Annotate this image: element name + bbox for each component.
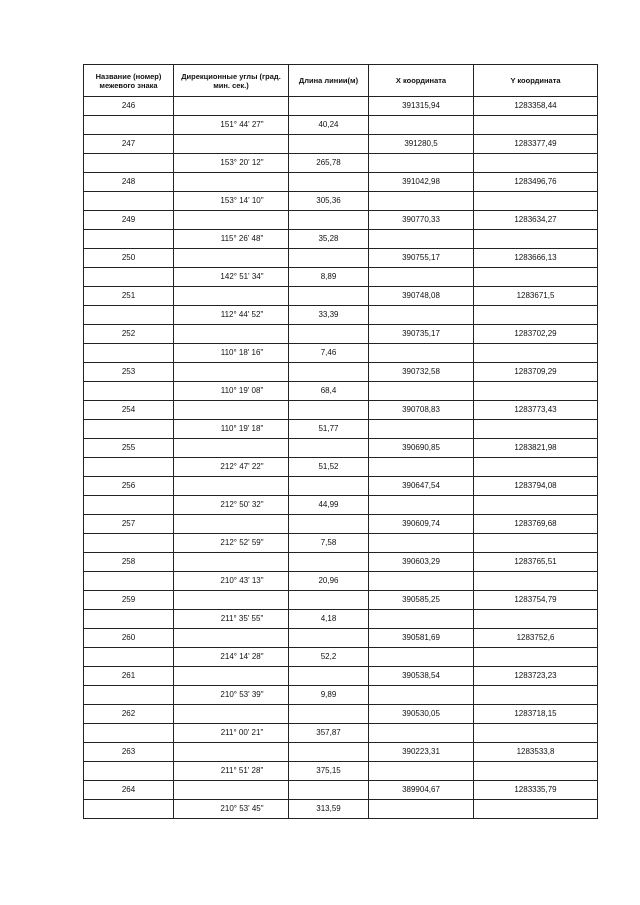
cell-line-length: [289, 287, 369, 306]
cell-mark-name: [84, 382, 174, 401]
table-header: [84, 65, 598, 97]
table-row-point: [84, 363, 598, 382]
cell-y-coordinate: 1283723,23: [474, 667, 598, 686]
table-row-segment: [84, 610, 598, 629]
cell-mark-name: [84, 230, 174, 249]
cell-direction-angle: 153° 14' 10": [174, 192, 289, 211]
cell-mark-name: [84, 724, 174, 743]
cell-x-coordinate: 390581,69: [369, 629, 474, 648]
cell-x-coordinate: [369, 192, 474, 211]
cell-direction-angle: 210° 43' 13": [174, 572, 289, 591]
cell-direction-angle: 151° 44' 27": [174, 116, 289, 135]
cell-mark-name: 247: [84, 135, 174, 154]
cell-x-coordinate: [369, 458, 474, 477]
cell-x-coordinate: 390755,17: [369, 249, 474, 268]
cell-y-coordinate: [474, 154, 598, 173]
table-body: [84, 97, 598, 819]
cell-direction-angle: [174, 97, 289, 116]
cell-line-length: 51,77: [289, 420, 369, 439]
cell-mark-name: 248: [84, 173, 174, 192]
cell-mark-name: 253: [84, 363, 174, 382]
cell-y-coordinate: [474, 686, 598, 705]
cell-line-length: [289, 173, 369, 192]
cell-line-length: 20,96: [289, 572, 369, 591]
cell-x-coordinate: [369, 230, 474, 249]
table-row-segment: [84, 116, 598, 135]
cell-mark-name: 250: [84, 249, 174, 268]
cell-direction-angle: [174, 705, 289, 724]
cell-mark-name: 264: [84, 781, 174, 800]
table-row-point: [84, 591, 598, 610]
table-row-point: [84, 173, 598, 192]
cell-y-coordinate: [474, 344, 598, 363]
cell-y-coordinate: [474, 306, 598, 325]
cell-y-coordinate: 1283377,49: [474, 135, 598, 154]
cell-y-coordinate: 1283335,79: [474, 781, 598, 800]
cell-x-coordinate: 390748,08: [369, 287, 474, 306]
table-row-point: [84, 325, 598, 344]
cell-line-length: 4,18: [289, 610, 369, 629]
cell-mark-name: [84, 192, 174, 211]
cell-x-coordinate: [369, 534, 474, 553]
cell-y-coordinate: 1283634,27: [474, 211, 598, 230]
cell-line-length: [289, 477, 369, 496]
cell-x-coordinate: 390585,25: [369, 591, 474, 610]
cell-x-coordinate: [369, 268, 474, 287]
cell-direction-angle: [174, 781, 289, 800]
cell-y-coordinate: 1283496,76: [474, 173, 598, 192]
cell-y-coordinate: 1283794,08: [474, 477, 598, 496]
cell-direction-angle: 211° 00' 21": [174, 724, 289, 743]
cell-line-length: 51,52: [289, 458, 369, 477]
cell-line-length: [289, 667, 369, 686]
cell-line-length: 305,36: [289, 192, 369, 211]
cell-mark-name: 255: [84, 439, 174, 458]
cell-line-length: 313,59: [289, 800, 369, 819]
cell-mark-name: [84, 534, 174, 553]
table-row-point: [84, 743, 598, 762]
cell-line-length: 40,24: [289, 116, 369, 135]
cell-line-length: [289, 363, 369, 382]
cell-y-coordinate: [474, 534, 598, 553]
table-row-segment: [84, 192, 598, 211]
cell-mark-name: 261: [84, 667, 174, 686]
cell-mark-name: 252: [84, 325, 174, 344]
table-row-point: [84, 97, 598, 116]
table-row-point: [84, 553, 598, 572]
cell-line-length: [289, 97, 369, 116]
table-row-segment: [84, 230, 598, 249]
cell-x-coordinate: [369, 800, 474, 819]
cell-direction-angle: 210° 53' 45": [174, 800, 289, 819]
cell-direction-angle: [174, 135, 289, 154]
cell-line-length: 357,87: [289, 724, 369, 743]
table-row-segment: [84, 686, 598, 705]
cell-mark-name: 251: [84, 287, 174, 306]
cell-direction-angle: 211° 51' 28": [174, 762, 289, 781]
cell-direction-angle: 210° 53' 39": [174, 686, 289, 705]
cell-line-length: 375,15: [289, 762, 369, 781]
cell-direction-angle: 212° 50' 32": [174, 496, 289, 515]
cell-x-coordinate: 390223,31: [369, 743, 474, 762]
boundary-coordinates-table: [83, 64, 598, 819]
cell-direction-angle: 214° 14' 28": [174, 648, 289, 667]
header-length: Длина линии(м): [289, 65, 369, 97]
cell-x-coordinate: 390538,54: [369, 667, 474, 686]
header-y: Y координата: [474, 65, 598, 97]
cell-line-length: 265,78: [289, 154, 369, 173]
cell-line-length: 7,46: [289, 344, 369, 363]
cell-line-length: 9,89: [289, 686, 369, 705]
cell-direction-angle: 115° 26' 48": [174, 230, 289, 249]
cell-mark-name: 256: [84, 477, 174, 496]
cell-x-coordinate: [369, 344, 474, 363]
table-row-point: [84, 249, 598, 268]
cell-direction-angle: [174, 667, 289, 686]
cell-y-coordinate: [474, 724, 598, 743]
table-row-segment: [84, 306, 598, 325]
cell-direction-angle: [174, 325, 289, 344]
header-x: X координата: [369, 65, 474, 97]
cell-direction-angle: [174, 743, 289, 762]
cell-y-coordinate: 1283533,8: [474, 743, 598, 762]
cell-direction-angle: [174, 287, 289, 306]
cell-line-length: 68,4: [289, 382, 369, 401]
cell-direction-angle: 112° 44' 52": [174, 306, 289, 325]
cell-mark-name: 257: [84, 515, 174, 534]
cell-mark-name: [84, 420, 174, 439]
cell-y-coordinate: 1283752,6: [474, 629, 598, 648]
table-row-segment: [84, 344, 598, 363]
cell-line-length: [289, 249, 369, 268]
table-row-point: [84, 705, 598, 724]
table-row-point: [84, 401, 598, 420]
cell-direction-angle: [174, 629, 289, 648]
cell-line-length: [289, 439, 369, 458]
cell-y-coordinate: [474, 268, 598, 287]
cell-x-coordinate: 390735,17: [369, 325, 474, 344]
cell-x-coordinate: [369, 306, 474, 325]
cell-x-coordinate: 390647,54: [369, 477, 474, 496]
table-row-segment: [84, 648, 598, 667]
cell-y-coordinate: [474, 648, 598, 667]
cell-y-coordinate: [474, 192, 598, 211]
cell-x-coordinate: 391042,98: [369, 173, 474, 192]
table-row-segment: [84, 572, 598, 591]
cell-y-coordinate: [474, 800, 598, 819]
table-row-point: [84, 439, 598, 458]
cell-line-length: [289, 401, 369, 420]
table-row-segment: [84, 268, 598, 287]
cell-y-coordinate: [474, 496, 598, 515]
header-row: [84, 65, 598, 97]
table-row-segment: [84, 154, 598, 173]
cell-direction-angle: [174, 211, 289, 230]
cell-x-coordinate: 390603,29: [369, 553, 474, 572]
table-row-segment: [84, 724, 598, 743]
cell-line-length: [289, 325, 369, 344]
cell-y-coordinate: 1283718,15: [474, 705, 598, 724]
cell-direction-angle: 142° 51' 34": [174, 268, 289, 287]
cell-line-length: 7,58: [289, 534, 369, 553]
cell-line-length: 33,39: [289, 306, 369, 325]
cell-x-coordinate: [369, 382, 474, 401]
cell-direction-angle: 153° 20' 12": [174, 154, 289, 173]
cell-y-coordinate: [474, 762, 598, 781]
cell-y-coordinate: [474, 458, 598, 477]
cell-mark-name: [84, 762, 174, 781]
cell-line-length: [289, 553, 369, 572]
cell-line-length: [289, 781, 369, 800]
cell-y-coordinate: 1283773,43: [474, 401, 598, 420]
cell-direction-angle: [174, 553, 289, 572]
table-row-segment: [84, 420, 598, 439]
cell-mark-name: [84, 154, 174, 173]
cell-direction-angle: [174, 591, 289, 610]
cell-y-coordinate: 1283754,79: [474, 591, 598, 610]
cell-y-coordinate: [474, 420, 598, 439]
cell-mark-name: [84, 268, 174, 287]
cell-x-coordinate: 390770,33: [369, 211, 474, 230]
cell-direction-angle: 212° 52' 59": [174, 534, 289, 553]
table-row-segment: [84, 496, 598, 515]
cell-y-coordinate: [474, 610, 598, 629]
cell-x-coordinate: [369, 116, 474, 135]
cell-y-coordinate: 1283666,13: [474, 249, 598, 268]
cell-direction-angle: 110° 19' 18": [174, 420, 289, 439]
cell-x-coordinate: [369, 724, 474, 743]
table-row-segment: [84, 800, 598, 819]
table-row-point: [84, 667, 598, 686]
cell-mark-name: [84, 648, 174, 667]
cell-mark-name: [84, 344, 174, 363]
cell-direction-angle: 211° 35' 55": [174, 610, 289, 629]
cell-x-coordinate: [369, 686, 474, 705]
cell-mark-name: [84, 610, 174, 629]
cell-line-length: [289, 705, 369, 724]
cell-line-length: [289, 135, 369, 154]
cell-y-coordinate: [474, 230, 598, 249]
table-row-point: [84, 287, 598, 306]
cell-y-coordinate: 1283821,98: [474, 439, 598, 458]
cell-x-coordinate: 390732,58: [369, 363, 474, 382]
table-row-point: [84, 135, 598, 154]
cell-mark-name: [84, 306, 174, 325]
table-row-segment: [84, 534, 598, 553]
cell-x-coordinate: [369, 610, 474, 629]
cell-x-coordinate: [369, 572, 474, 591]
table-row-point: [84, 781, 598, 800]
table-row-point: [84, 629, 598, 648]
cell-y-coordinate: [474, 116, 598, 135]
cell-line-length: [289, 629, 369, 648]
cell-line-length: 35,28: [289, 230, 369, 249]
cell-y-coordinate: 1283709,29: [474, 363, 598, 382]
cell-direction-angle: [174, 249, 289, 268]
cell-mark-name: 263: [84, 743, 174, 762]
cell-mark-name: [84, 458, 174, 477]
cell-x-coordinate: 390708,83: [369, 401, 474, 420]
cell-direction-angle: [174, 477, 289, 496]
cell-x-coordinate: [369, 154, 474, 173]
cell-y-coordinate: 1283358,44: [474, 97, 598, 116]
table-row-segment: [84, 762, 598, 781]
cell-line-length: 44,99: [289, 496, 369, 515]
cell-direction-angle: 212° 47' 22": [174, 458, 289, 477]
table-row-point: [84, 211, 598, 230]
cell-x-coordinate: 390690,85: [369, 439, 474, 458]
cell-y-coordinate: 1283702,29: [474, 325, 598, 344]
cell-x-coordinate: 390609,74: [369, 515, 474, 534]
cell-mark-name: [84, 686, 174, 705]
cell-mark-name: 254: [84, 401, 174, 420]
cell-direction-angle: [174, 439, 289, 458]
cell-mark-name: 260: [84, 629, 174, 648]
cell-x-coordinate: [369, 648, 474, 667]
header-name: Название (номер) межевого знака: [84, 65, 174, 97]
cell-x-coordinate: 390530,05: [369, 705, 474, 724]
cell-x-coordinate: 391315,94: [369, 97, 474, 116]
cell-line-length: [289, 743, 369, 762]
cell-line-length: [289, 591, 369, 610]
cell-direction-angle: 110° 19' 08": [174, 382, 289, 401]
cell-y-coordinate: [474, 572, 598, 591]
cell-line-length: [289, 211, 369, 230]
cell-mark-name: [84, 496, 174, 515]
cell-direction-angle: [174, 515, 289, 534]
cell-y-coordinate: 1283769,68: [474, 515, 598, 534]
cell-mark-name: 262: [84, 705, 174, 724]
cell-mark-name: [84, 116, 174, 135]
cell-direction-angle: [174, 173, 289, 192]
cell-mark-name: [84, 572, 174, 591]
cell-mark-name: 258: [84, 553, 174, 572]
cell-x-coordinate: 389904,67: [369, 781, 474, 800]
cell-x-coordinate: [369, 496, 474, 515]
cell-line-length: 52,2: [289, 648, 369, 667]
cell-x-coordinate: [369, 762, 474, 781]
table-row-segment: [84, 458, 598, 477]
header-angle: Дирекционные углы (град. мин. сек.): [174, 65, 289, 97]
cell-direction-angle: [174, 401, 289, 420]
table-row-point: [84, 515, 598, 534]
table-row-point: [84, 477, 598, 496]
cell-y-coordinate: 1283765,51: [474, 553, 598, 572]
cell-x-coordinate: [369, 420, 474, 439]
cell-line-length: 8,89: [289, 268, 369, 287]
cell-direction-angle: [174, 363, 289, 382]
cell-mark-name: 249: [84, 211, 174, 230]
cell-mark-name: 246: [84, 97, 174, 116]
cell-x-coordinate: 391280,5: [369, 135, 474, 154]
table-row-segment: [84, 382, 598, 401]
cell-direction-angle: 110° 18' 16": [174, 344, 289, 363]
cell-mark-name: 259: [84, 591, 174, 610]
cell-line-length: [289, 515, 369, 534]
cell-y-coordinate: [474, 382, 598, 401]
cell-y-coordinate: 1283671,5: [474, 287, 598, 306]
cell-mark-name: [84, 800, 174, 819]
